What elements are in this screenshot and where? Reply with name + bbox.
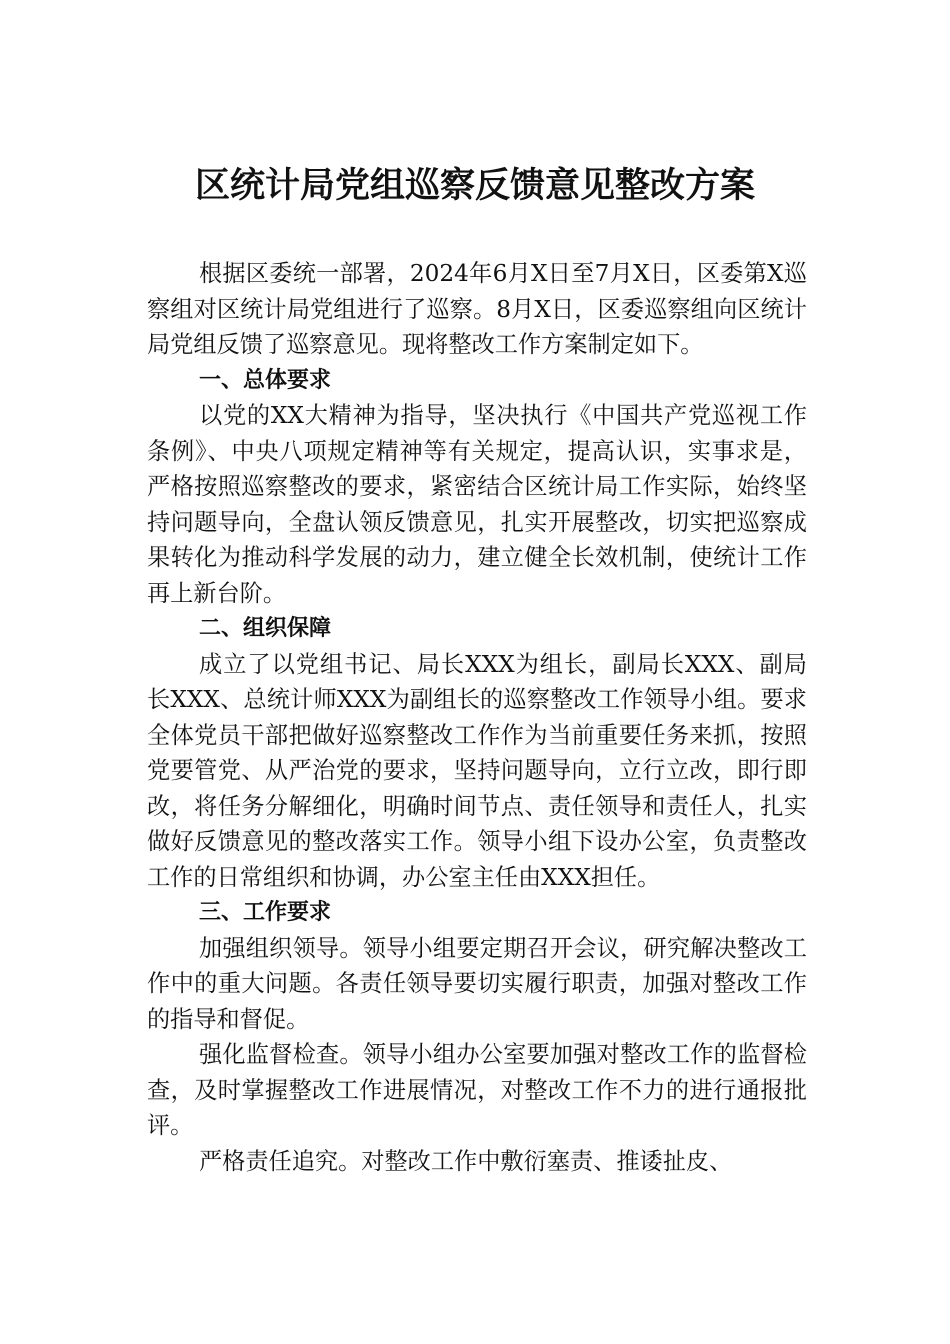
organization-paragraph: 成立了以党组书记、局长XXX为组长，副局长XXX、副局长XXX、总统计师XXX为副组长的巡察整改工作领导小组。要求全体党员干部把做好巡察整改工作作为当前重要任务来抓，按照党要管党、从严治党的要求，坚持问题导向，立行立改，即行即改，将任务分解细化，明确时间节点、责任领导和责任人，扎实做好反馈意见的整改落实工作。领导小组下设办公室，负责整改工作的日常组织和协调，办公室主任由XXX担任。 xyxy=(147,650,807,891)
work-requirements-paragraph-accountability: 严格责任追究。对整改工作中敷衍塞责、推诿扯皮、 xyxy=(199,1147,733,1175)
document-body xyxy=(147,256,807,1179)
work-requirements-paragraph-leadership: 加强组织领导。领导小组要定期召开会议，研究解决整改工作中的重大问题。各责任领导要切实履行职责，加强对整改工作的指导和督促。 xyxy=(147,934,807,1033)
section-heading-work-requirements: 三、工作要求 xyxy=(199,900,332,925)
intro-paragraph: 根据区委统一部署，2024年6月X日至7月X日，区委第X巡察组对区统计局党组进行了巡察。8月X日，区委巡察组向区统计局党组反馈了巡察意见。现将整改工作方案制定如下。 xyxy=(147,260,807,358)
section-heading-organization: 二、组织保障 xyxy=(199,616,332,641)
section-heading-general-requirements: 一、总体要求 xyxy=(199,367,332,393)
work-requirements-paragraph-supervision: 强化监督检查。领导小组办公室要加强对整改工作的监督检查，及时掌握整改工作进展情况，对整改工作不力的进行通报批评。 xyxy=(147,1041,807,1139)
general-requirements-paragraph: 以党的XX大精神为指导，坚决执行《中国共产党巡视工作条例》、中央八项规定精神等有关规定，提高认识，实事求是，严格按照巡察整改的要求，紧密结合区统计局工作实际，始终坚持问题导向，全盘认领反馈意见，扎实开展整改，切实把巡察成果转化为推动科学发展的动力，建立健全长效机制，使统计工作再上新台阶。 xyxy=(147,402,807,607)
document-title: 区统计局党组巡察反馈意见整改方案 xyxy=(194,166,755,206)
